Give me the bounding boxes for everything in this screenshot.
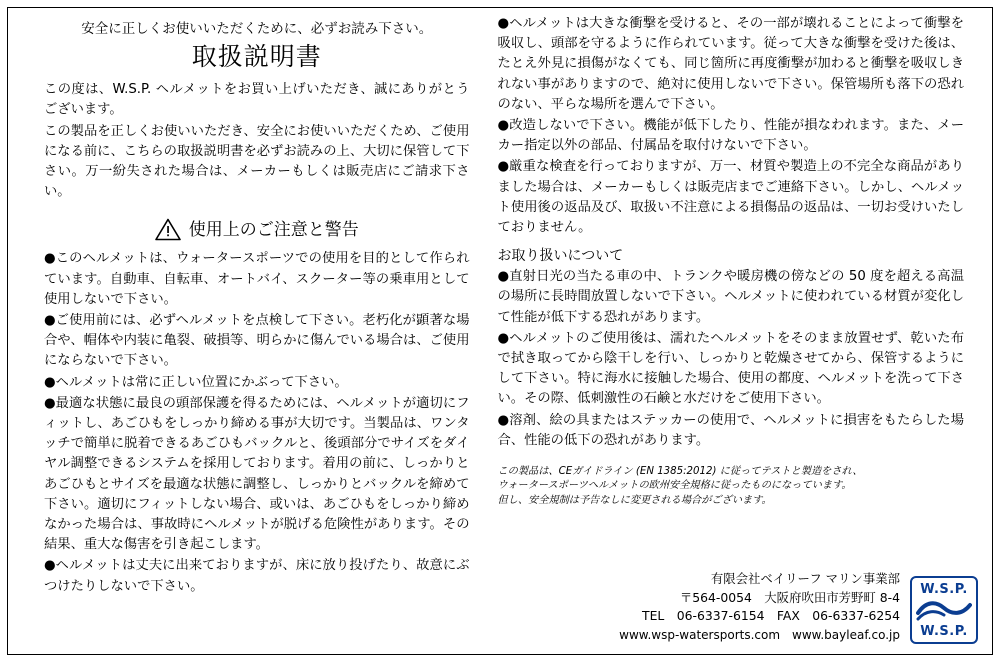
care-item: ●ヘルメットのご使用後は、濡れたヘルメットをそのまま放置せず、乾いた布で拭き取ってから陰干しを行い、しっかりと乾燥させてから、保管するようにして下さい。特に海水に接触した場合、使用の都度、ヘルメットを洗って下さい。その際、低刺激性の石鹸と水だけをご使用下さい。 [497, 330, 964, 407]
care-item: ●直射日光の当たる車の中、トランクや暖房機の傍などの 50 度を超える高温の場所に長時間放置しないで下さい。ヘルメットに使われている材質が変化して性能が低下する恐れがあります。 [497, 269, 964, 325]
right-column [484, 14, 979, 648]
certification-note [498, 465, 965, 508]
caution-item: ●このヘルメットは、ウォータースポーツでの使用を目的として作られています。自動車、自転車、オートバイ、スクーター等の乗車用として使用しないで下さい。 [44, 251, 470, 307]
company-phone: TEL 06-6337-6154 FAX 06-6337-6254 [642, 608, 900, 624]
caution-item: ●ヘルメットは大きな衝撃を受けると、その一部が壊れることによって衝撃を吸収し、頭部を守るように作られています。従って大きな衝撃を受けた後は、たとえ外見に損傷がなくても、同じ箇所に再度衝撃が加わると衝撃を吸収しきれない事がありますので、絶対に使用しないで下さい。保管場所も落下の恐れのない、平らな場所を選んで下さい。 [497, 16, 964, 112]
page-title: 取扱説明書 [191, 41, 322, 71]
caution-section-heading [44, 218, 470, 241]
wsp-logo [910, 576, 978, 644]
caution-item: ●改造しないで下さい。機能が低下したり、性能が損なわれます。また、メーカー指定以外の部品、付属品を取付けないで下さい。 [497, 118, 964, 154]
company-address: 〒564-0054 大阪府吹田市芳野町 8-4 [679, 589, 900, 605]
caution-item: ●ヘルメットは丈夫に出来ておりますが、床に放り投げたり、故意にぶつけたりしないで下さい。 [44, 558, 470, 594]
intro-paragraph-1: この度は、W.S.P. ヘルメットをお買い上げいただき、誠にありがとうございます。 [44, 82, 470, 118]
caution-item: ●最適な状態に最良の頭部保護を得るためには、ヘルメットが適切にフィットし、あごひもをしっかり締める事が大切です。当製品は、ワンタッチで簡単に脱着できるあごひもバックルと、後頭部分でサイズをダイヤル調整できるシステムを採用しております。着用の前に、しっかりとあごひもとサイズを最適な状態に調整し、しっかりとバックルを締めて下さい。適切にフィットしない場合、或いは、あごひもをしっかり締めなかった場合は、事故時にヘルメットが脱げる危険性があります。その結果、重大な傷害を引き起こします。 [44, 395, 470, 553]
footer [508, 570, 978, 644]
company-name: 有限会社ベイリーフ マリン事業部 [710, 571, 900, 587]
certification-line: 但し、安全規制は予告なしに変更される場合がございます。 [497, 494, 772, 506]
wave-logo-icon [916, 599, 972, 621]
lead-text: 安全に正しくお使いいただくために、必ずお読み下さい。 [81, 21, 433, 37]
care-heading-label: お取り扱いについて [497, 248, 624, 265]
caution-item: ●厳重な検査を行っておりますが、万一、材質や製造上の不完全な商品がありました場合は、メーカーもしくは販売店までご連絡下さい。しかし、ヘルメット使用後の返品及び、取扱い不注意による損傷品の返品は、一切お受けいたしておりません。 [497, 159, 964, 236]
footer-contact [619, 570, 900, 644]
left-column [22, 14, 484, 648]
warning-triangle-icon [155, 218, 181, 241]
caution-heading-label: 使用上のご注意と警告 [188, 219, 359, 240]
intro-paragraph-2: この製品を正しくお使いいただき、安全にお使いいただくため、ご使用になる前に、こちらの取扱説明書を必ずお読みの上、大切に保管して下さい。万一紛失された場合は、メーカーもしくは販売店にご請求下さい。 [44, 123, 470, 200]
caution-item: ●ご使用前には、必ずヘルメットを点検して下さい。老朽化が顕著な場合や、帽体や内装に亀裂、破損等、明らかに傷んでいる場合は、ご使用にならないで下さい。 [44, 312, 470, 369]
caution-item: ●ヘルメットは常に正しい位置にかぶって下さい。 [44, 374, 348, 390]
company-urls: www.wsp-watersports.com www.bayleaf.co.jp [619, 628, 900, 642]
certification-line: ウォータースポーツヘルメットの欧州安全規格に従ったものになっています。 [497, 480, 852, 492]
care-item: ●溶剤、絵の具またはステッカーの使用で、ヘルメットに損害をもたらした場合、性能の低下の恐れがあります。 [497, 412, 964, 448]
logo-top-text: W.S.P. [920, 582, 968, 597]
certification-line: この製品は、CEガイドライン (EN 1385:2012) に従ってテストと製造をされ、 [497, 466, 863, 478]
logo-bottom-text: W.S.P. [920, 624, 968, 639]
